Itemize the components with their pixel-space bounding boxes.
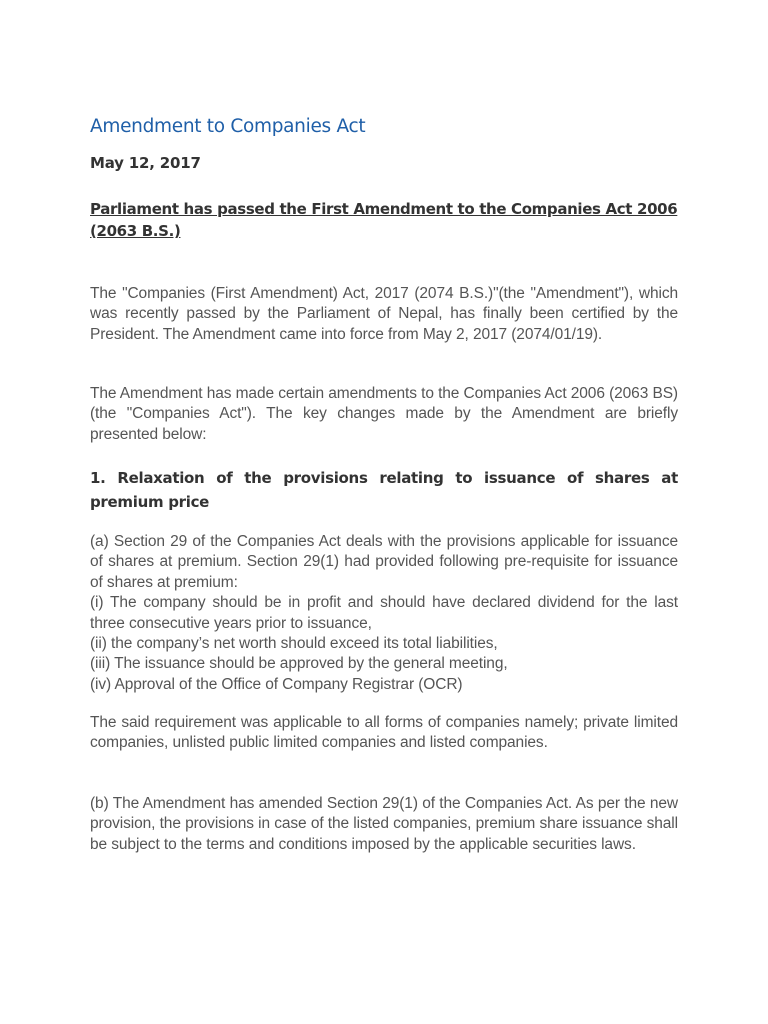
changes-paragraph: The Amendment has made certain amendments to the Companies Act 2006 (2063 BS) (the "Companies Act"). The key changes made by the Amendment are briefly presented below: [90, 385, 678, 443]
publish-date: May 12, 2017 [90, 154, 201, 172]
section-1-heading: 1. Relaxation of the provisions relating to issuance of shares at premium price [90, 469, 678, 511]
requirement-paragraph: The said requirement was applicable to all forms of companies namely; private limited companies, unlisted public limited companies and listed companies. [90, 714, 678, 752]
section-1a-item-i: (i) The company should be in profit and should have declared dividend for the last three consecutive years prior to issuance, [90, 594, 678, 632]
section-1a-item-iv: (iv) Approval of the Office of Company Registrar (OCR) [90, 675, 463, 693]
section-1a-intro: (a) Section 29 of the Companies Act deals with the provisions applicable for issuance of shares at premium. Section 29(1) had provided following pre-requisite for issuance of shares at premium: [90, 533, 678, 591]
section-1b-paragraph: (b) The Amendment has amended Section 29(1) of the Companies Act. As per the new provision, the provisions in case of the listed companies, premium share issuance shall be subject to the terms and conditions imposed by the applicable securities laws. [90, 795, 678, 853]
intro-paragraph: The "Companies (First Amendment) Act, 2017 (2074 B.S.)"(the "Amendment"), which was recently passed by the Parliament of Nepal, has finally been certified by the President. The Amendment came into force from May 2, 2017 (2074/01/19). [90, 285, 678, 343]
section-1a-item-ii: (ii) the company’s net worth should exceed its total liabilities, [90, 635, 498, 653]
section-1a-item-iii: (iii) The issuance should be approved by the general meeting, [90, 655, 508, 673]
article-headline: Parliament has passed the First Amendment to the Companies Act 2006 (2063 B.S.) [90, 200, 678, 240]
page-title: Amendment to Companies Act [90, 116, 366, 137]
section-1a-block [90, 532, 678, 695]
